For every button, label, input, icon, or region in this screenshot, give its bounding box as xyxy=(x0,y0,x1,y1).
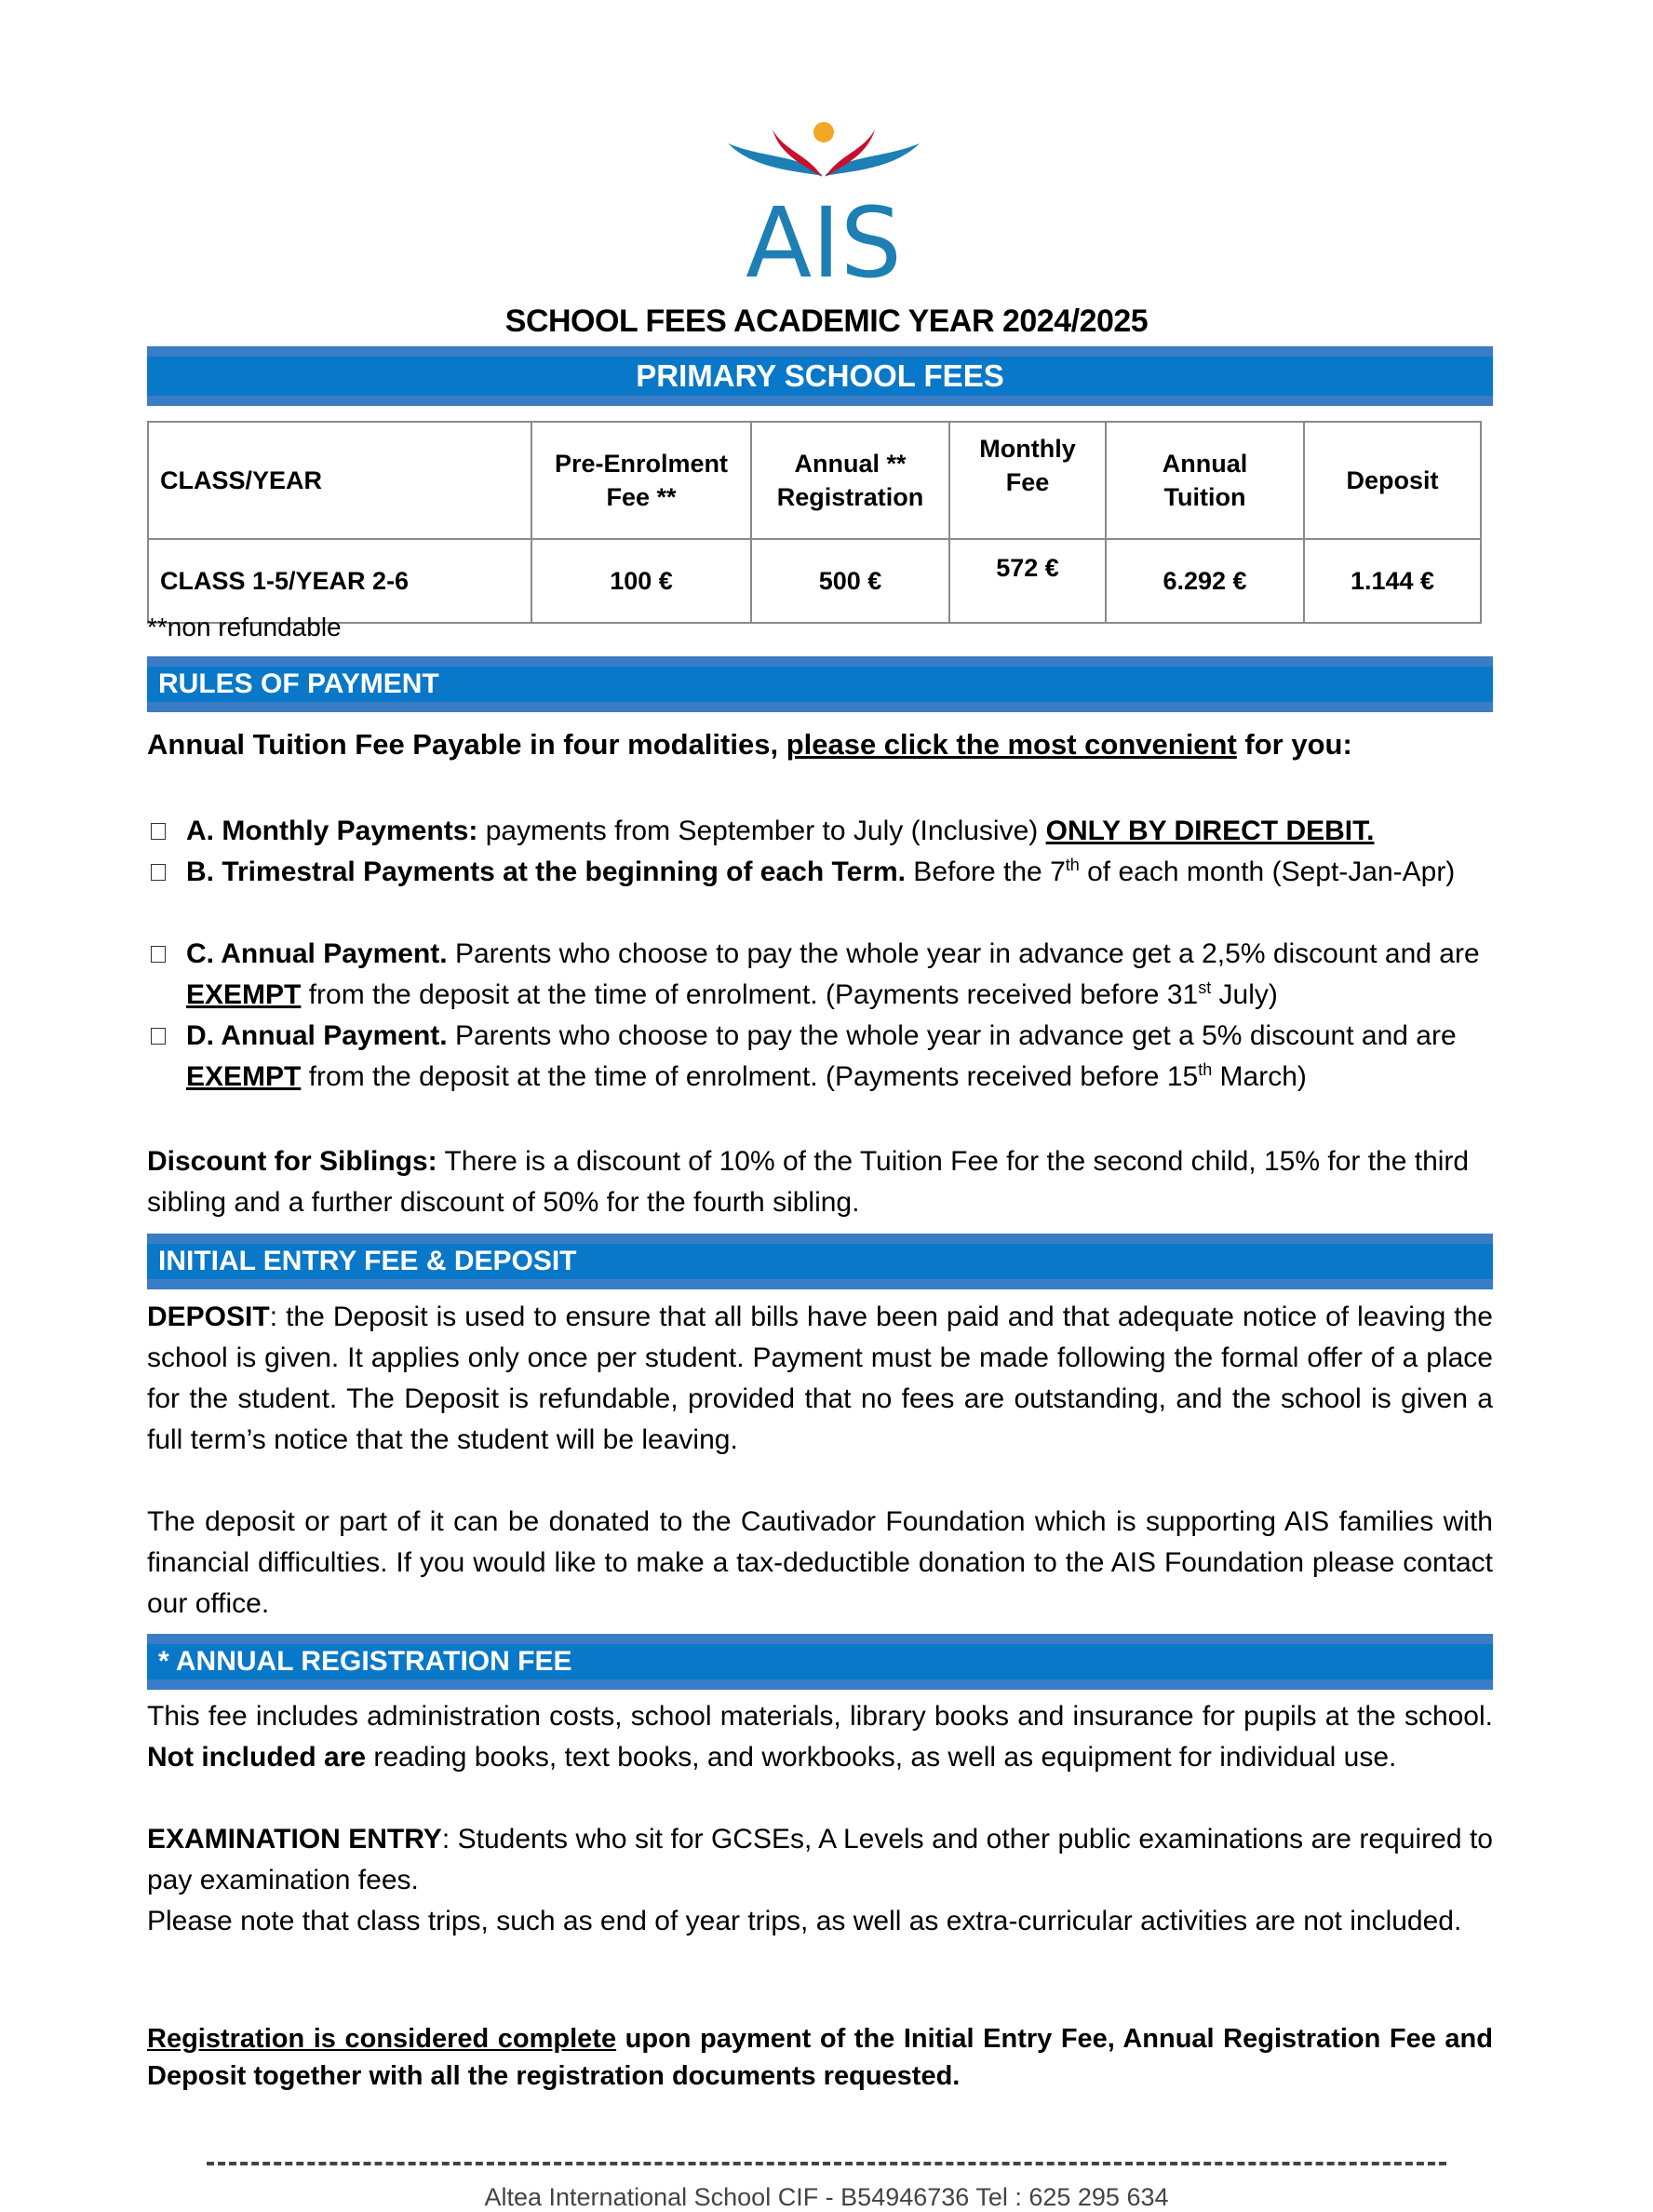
click-most-convenient-link[interactable]: please click the most convenient xyxy=(786,728,1237,761)
header-annual-tuition: Annual Tuition xyxy=(1106,422,1304,539)
logo-text: AIS xyxy=(746,186,902,281)
option-c-annual[interactable]: C. Annual Payment. Parents who choose to pay the whole year in advance get a 2,5% discount and are EXEMPT from the deposit at the time of enrolment. (Payments received before 31st July) xyxy=(147,934,1493,1016)
primary-school-fees-banner xyxy=(147,346,1493,406)
annual-registration-banner xyxy=(147,1634,1493,1690)
cell-pre-enrolment-fee: 100 € xyxy=(531,539,751,623)
registration-complete-note: Registration is considered complete upon payment of the Initial Entry Fee, Annual Registration Fee and Deposit together with all the registration documents requested. xyxy=(147,2024,1493,2091)
rules-of-payment-banner xyxy=(147,656,1493,712)
header-pre-enrolment-fee: Pre-Enrolment Fee ** xyxy=(531,422,751,539)
footer-divider xyxy=(207,2162,1446,2165)
banner-title: * ANNUAL REGISTRATION FEE xyxy=(158,1646,572,1677)
table-header-row xyxy=(148,422,1481,539)
logo-emblem-icon xyxy=(726,104,921,281)
header-deposit: Deposit xyxy=(1304,422,1481,539)
class-trips-paragraph: Please note that class trips, such as end of year trips, as well as extra-curricular activities are not included. xyxy=(147,1906,1462,1936)
checkbox-option-d[interactable] xyxy=(151,1028,166,1045)
fee-table xyxy=(147,421,1482,624)
initial-entry-fee-banner xyxy=(147,1234,1493,1289)
donation-paragraph: The deposit or part of it can be donated to the Cautivador Foundation which is supporting AIS families with financial difficulties. If you would like to make a tax-deductible donation to the AIS Foundation please contact our office. xyxy=(147,1506,1493,1619)
banner-title: INITIAL ENTRY FEE & DEPOSIT xyxy=(158,1246,577,1276)
page-title: SCHOOL FEES ACADEMIC YEAR 2024/2025 xyxy=(504,303,1149,339)
header-class-year: CLASS/YEAR xyxy=(148,422,531,539)
deposit-paragraph: DEPOSIT: the Deposit is used to ensure that all bills have been paid and that adequate notice of leaving the school is given. It applies only once per student. Payment must be made following the formal offer of a place for the student. The Deposit is refundable, provided that no fees are outstanding, and the school is given a full term’s notice that the student will be leaving. xyxy=(147,1302,1493,1455)
cell-deposit: 1.144 € xyxy=(1304,539,1481,623)
cell-monthly-fee: 572 € xyxy=(949,539,1106,623)
option-b-trimestral[interactable]: B. Trimestral Payments at the beginning of each Term. Before the 7th of each month (Sept-Jan-Apr) xyxy=(147,852,1493,893)
cell-annual-registration: 500 € xyxy=(751,539,949,623)
banner-title: RULES OF PAYMENT xyxy=(158,668,439,699)
sibling-discount: Discount for Siblings: There is a discount of 10% of the Tuition Fee for the second child, 15% for the third sibling and a further discount of 50% for the fourth sibling. xyxy=(147,1146,1470,1218)
checkbox-option-c[interactable] xyxy=(151,946,166,963)
checkbox-option-b[interactable] xyxy=(151,864,166,881)
payment-intro: Annual Tuition Fee Payable in four modalities, please click the most convenient for you: xyxy=(147,728,1352,761)
header-annual-registration: Annual ** Registration xyxy=(751,422,949,539)
cell-class-year: CLASS 1-5/YEAR 2-6 xyxy=(148,539,531,623)
registration-paragraph: This fee includes administration costs, school materials, library books and insurance for pupils at the school. Not included are reading books, text books, and workbooks, as well as equipment for individual use. xyxy=(147,1701,1493,1773)
examination-entry-paragraph: EXAMINATION ENTRY: Students who sit for GCSEs, A Levels and other public examinations are required to pay examination fees. xyxy=(147,1824,1493,1895)
non-refundable-footnote: **non refundable xyxy=(147,613,342,641)
cell-annual-tuition: 6.292 € xyxy=(1106,539,1304,623)
footer-text: Altea International School CIF - B54946736 Tel : 625 295 634 xyxy=(484,2183,1169,2211)
option-a-monthly[interactable]: A. Monthly Payments: payments from September to July (Inclusive) ONLY BY DIRECT DEBIT. xyxy=(147,811,1493,852)
header-monthly-fee: Monthly Fee xyxy=(949,422,1106,539)
option-d-annual[interactable]: D. Annual Payment. Parents who choose to pay the whole year in advance get a 5% discount and are EXEMPT from the deposit at the time of enrolment. (Payments received before 15th March) xyxy=(147,1016,1493,1098)
banner-title: PRIMARY SCHOOL FEES xyxy=(636,358,1004,393)
ais-logo xyxy=(726,104,921,281)
checkbox-option-a[interactable] xyxy=(151,823,166,840)
